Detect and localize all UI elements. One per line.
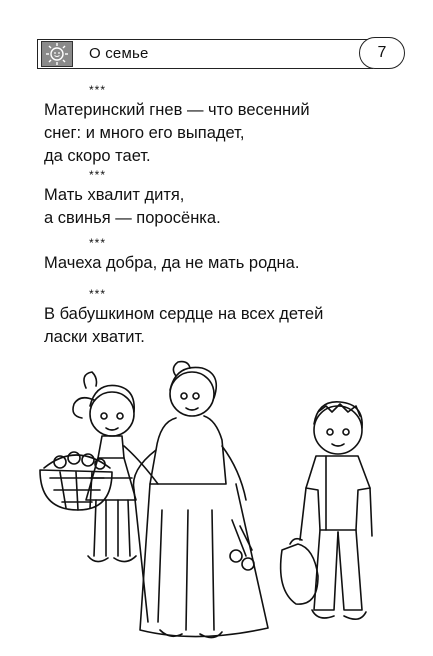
sun-icon <box>41 41 73 67</box>
proverb-text: В бабушкином сердце на всех детей ласки хватит. <box>44 305 324 346</box>
header-frame <box>37 39 373 69</box>
stars-divider: *** <box>89 236 107 250</box>
proverb-text: Мать хвалит дитя, а свинья — поросёнка. <box>44 186 221 227</box>
proverb <box>44 84 310 168</box>
proverb-text: Материнский гнев — что весенний снег: и много его выпадет, да скоро тает. <box>44 101 310 165</box>
family-drawing-icon <box>0 360 433 656</box>
boy-figure <box>281 402 372 619</box>
proverb-text: Мачеха добра, да не мать родна. <box>44 254 300 272</box>
section-title: О семье <box>89 45 149 62</box>
page-header <box>37 39 395 71</box>
page-number: 7 <box>359 37 405 69</box>
stars-divider: *** <box>89 287 107 301</box>
stars-divider: *** <box>89 83 107 97</box>
proverb <box>44 237 299 275</box>
basket-icon <box>40 452 112 510</box>
proverb <box>44 288 323 349</box>
proverb <box>44 169 221 230</box>
grandmother-figure <box>133 362 268 638</box>
stars-divider: *** <box>89 168 107 182</box>
girl-figure <box>73 372 158 562</box>
